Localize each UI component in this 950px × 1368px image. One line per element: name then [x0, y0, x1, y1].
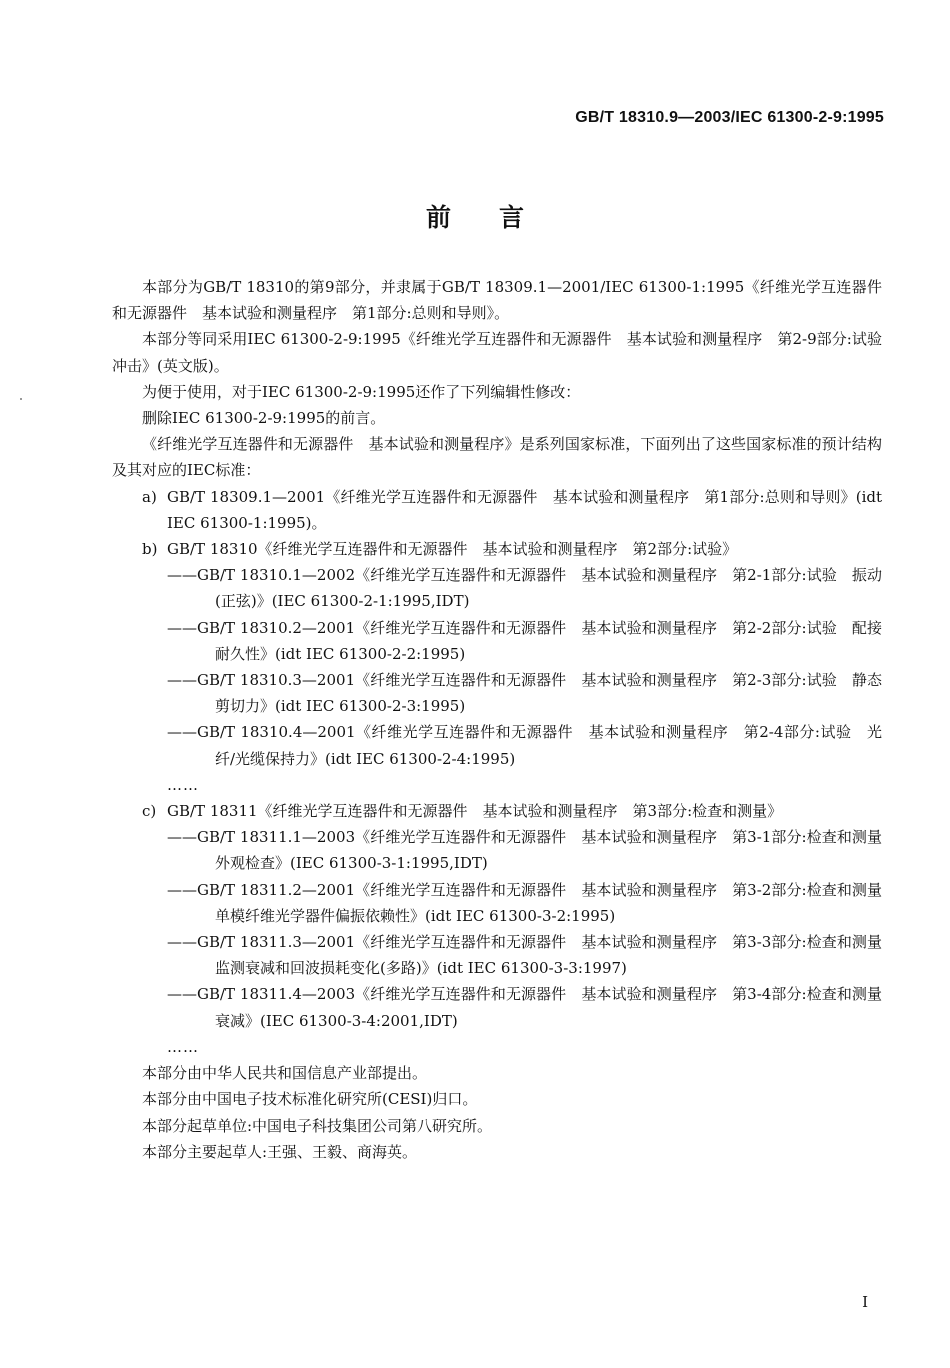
- sub-list-item: ——GB/T 18310.3—2001《纤维光学互连器件和无源器件 基本试验和测量程序 第2-3部分:试验 静态剪切力》(idt IEC 61300-2-3:1995): [167, 671, 882, 716]
- closing-paragraph: 本部分主要起草人:王强、王毅、商海英。: [142, 1142, 418, 1161]
- list-item-text: GB/T 18309.1—2001《纤维光学互连器件和无源器件 基本试验和测量程序 第1部分:总则和导则》(idt IEC 61300-1:1995)。: [167, 487, 882, 532]
- closing-paragraph: 本部分起草单位:中国电子科技集团公司第八研究所。: [142, 1116, 493, 1135]
- sub-list-item: ——GB/T 18311.2—2001《纤维光学互连器件和无源器件 基本试验和测量程序 第3-2部分:检查和测量 单模纤维光学器件偏振依赖性》(idt IEC 61300-3-2:1995): [167, 880, 898, 925]
- foreword-body: [112, 274, 898, 1165]
- ellipsis: ……: [167, 775, 199, 794]
- list-item-text: GB/T 18311《纤维光学互连器件和无源器件 基本试验和测量程序 第3部分:检查和测量》: [167, 802, 783, 821]
- page-title: 前言: [425, 203, 572, 232]
- sub-list-item: ——GB/T 18311.1—2003《纤维光学互连器件和无源器件 基本试验和测量程序 第3-1部分:检查和测量 外观检查》(IEC 61300-3-1:1995,IDT): [167, 828, 898, 873]
- sub-list-item: ——GB/T 18311.4—2003《纤维光学互连器件和无源器件 基本试验和测量程序 第3-4部分:检查和测量 衰减》(IEC 61300-3-4:2001,IDT): [167, 985, 898, 1030]
- list-item-b: [112, 536, 882, 562]
- paragraph: 《纤维光学互连器件和无源器件 基本试验和测量程序》是系列国家标准，下面列出了这些国家标准的预计结构及其对应的IEC标准：: [112, 435, 882, 480]
- page-number: I: [862, 1293, 868, 1311]
- list-marker: a): [142, 487, 157, 506]
- list-item-a: [112, 484, 882, 536]
- list-item-text: GB/T 18310《纤维光学互连器件和无源器件 基本试验和测量程序 第2部分:试验》: [167, 540, 738, 559]
- standard-code: GB/T 18310.9—2003/IEC 61300-2-9:1995: [575, 109, 884, 126]
- sub-list-item: ——GB/T 18310.1—2002《纤维光学互连器件和无源器件 基本试验和测量程序 第2-1部分:试验 振动(正弦)》(IEC 61300-2-1:1995,IDT): [167, 566, 882, 611]
- paragraph: 本部分等同采用IEC 61300-2-9:1995《纤维光学互连器件和无源器件 基本试验和测量程序 第2-9部分:试验 冲击》(英文版)。: [112, 330, 898, 375]
- sub-list-item: ——GB/T 18311.3—2001《纤维光学互连器件和无源器件 基本试验和测量程序 第3-3部分:检查和测量 监测衰减和回波损耗变化(多路)》(idt IEC 61300-3-3:1997): [167, 933, 898, 978]
- list-marker: b): [142, 540, 158, 559]
- ellipsis: ……: [167, 1037, 199, 1056]
- sub-list-item: ——GB/T 18310.4—2001《纤维光学互连器件和无源器件 基本试验和测量程序 第2-4部分:试验 光纤/光缆保持力》(idt IEC 61300-2-4:1995): [167, 723, 882, 768]
- list-marker: c): [142, 802, 157, 821]
- sub-list-item: ——GB/T 18310.2—2001《纤维光学互连器件和无源器件 基本试验和测量程序 第2-2部分:试验 配接耐久性》(idt IEC 61300-2-2:1995): [167, 618, 882, 663]
- scan-mark: [20, 398, 22, 400]
- list-item-c: [112, 798, 882, 824]
- paragraph: 为便于使用，对于IEC 61300-2-9:1995还作了下列编辑性修改：: [142, 382, 581, 401]
- closing-paragraph: 本部分由中国电子技术标准化研究所(CESI)归口。: [142, 1090, 478, 1109]
- closing-paragraph: 本部分由中华人民共和国信息产业部提出。: [142, 1064, 428, 1083]
- paragraph: 删除IEC 61300-2-9:1995的前言。: [142, 409, 386, 428]
- paragraph: 本部分为GB/T 18310的第9部分，并隶属于GB/T 18309.1—2001/IEC 61300-1:1995《纤维光学互连器件和无源器件 基本试验和测量程序 第1部分:总则和导则》。: [112, 278, 882, 323]
